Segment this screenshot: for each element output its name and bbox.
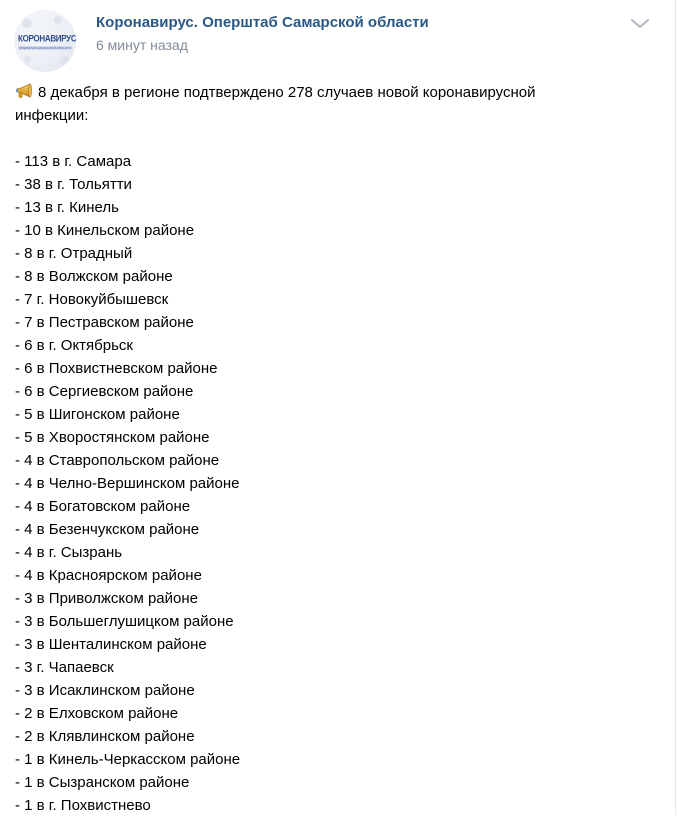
post-timestamp-link[interactable]: 6 минут назад bbox=[96, 37, 188, 53]
case-list-item: - 1 в г. Похвистнево bbox=[15, 797, 151, 814]
post-intro-text: 8 декабря в регионе подтверждено 278 случаев новой коронавирусной bbox=[38, 84, 536, 101]
case-list-item: - 1 в Сызранском районе bbox=[15, 774, 190, 791]
case-list-item: - 2 в Елховском районе bbox=[15, 705, 179, 722]
case-list-item: - 4 в Красноярском районе bbox=[15, 567, 202, 584]
case-list-item: - 13 в г. Кинель bbox=[15, 199, 119, 216]
case-list-item: - 7 в Пестравском районе bbox=[15, 314, 194, 331]
case-list bbox=[15, 150, 615, 817]
case-list-item: - 2 в Клявлинском районе bbox=[15, 728, 195, 745]
community-name-link[interactable]: Коронавирус. Оперштаб Самарской области bbox=[96, 14, 429, 31]
paragraph-spacer bbox=[15, 127, 615, 150]
case-list-item: - 8 в г. Отрадный bbox=[15, 245, 133, 262]
case-list-item: - 6 в Сергиевском районе bbox=[15, 383, 194, 400]
avatar-logo-subtitle: ОПЕРШТАБ САМАРСКОЙ ОБЛАСТИ bbox=[19, 46, 71, 50]
avatar-decor-dot bbox=[24, 56, 31, 63]
post-intro-line-2: инфекции: bbox=[15, 107, 89, 124]
case-list-item: - 6 в г. Октябрьск bbox=[15, 337, 133, 354]
case-list-item: - 3 в Шенталинском районе bbox=[15, 636, 207, 653]
avatar-decor-dot bbox=[60, 56, 69, 65]
case-list-item: - 1 в Кинель-Черкасском районе bbox=[15, 751, 241, 768]
case-list-item: - 4 в Челно-Вершинском районе bbox=[15, 475, 240, 492]
case-list-item: - 113 в г. Самара bbox=[15, 153, 132, 170]
case-list-item: - 5 в Хворостянском районе bbox=[15, 429, 210, 446]
post-intro-line-1 bbox=[15, 81, 615, 104]
case-list-item: - 4 в г. Сызрань bbox=[15, 544, 123, 561]
case-list-item: - 38 в г. Тольятти bbox=[15, 176, 132, 193]
avatar-decor-dot bbox=[22, 18, 32, 28]
case-list-item: - 10 в Кинельском районе bbox=[15, 222, 195, 239]
case-list-item: - 6 в Похвистневском районе bbox=[15, 360, 218, 377]
case-list-item: - 3 в Исаклинском районе bbox=[15, 682, 195, 699]
case-list-item: - 4 в Ставропольском районе bbox=[15, 452, 220, 469]
case-list-item: - 5 в Шигонском районе bbox=[15, 406, 180, 423]
community-avatar[interactable] bbox=[14, 10, 76, 72]
post-menu-button[interactable] bbox=[628, 16, 652, 32]
case-list-item: - 3 в Большеглушицком районе bbox=[15, 613, 234, 630]
case-list-item: - 4 в Безенчукском районе bbox=[15, 521, 200, 538]
avatar-logo-title: КОРОНАВИРУС bbox=[18, 33, 76, 44]
case-list-item: - 3 в Приволжском районе bbox=[15, 590, 198, 607]
avatar-decor-dot bbox=[54, 16, 62, 24]
case-list-item: - 3 г. Чапаевск bbox=[15, 659, 114, 676]
chevron-down-icon bbox=[628, 16, 652, 32]
post-body bbox=[15, 81, 615, 817]
case-list-item: - 7 г. Новокуйбышевск bbox=[15, 291, 169, 308]
loudspeaker-icon bbox=[15, 83, 33, 99]
case-list-item: - 4 в Богатовском районе bbox=[15, 498, 191, 515]
case-list-item: - 8 в Волжском районе bbox=[15, 268, 173, 285]
